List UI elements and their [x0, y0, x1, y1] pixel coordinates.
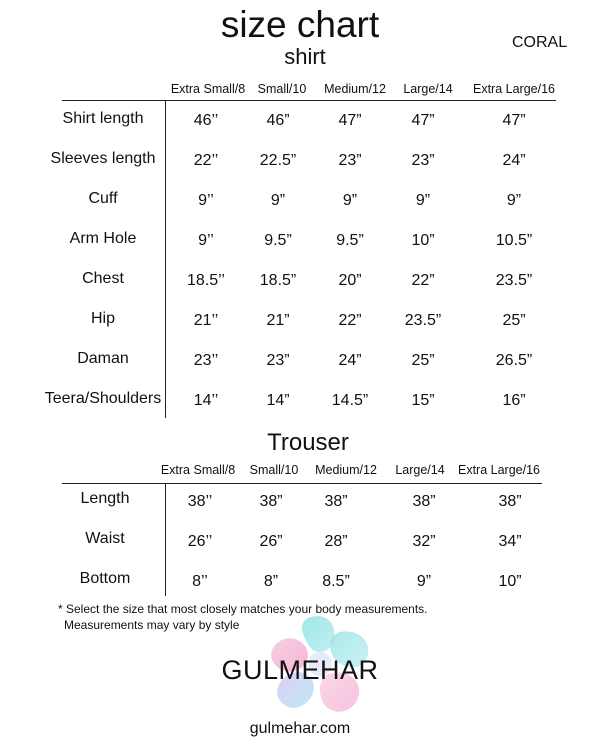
size-cell: 16”: [502, 392, 526, 409]
petal-top: [302, 616, 335, 652]
size-cell: 23”: [266, 352, 290, 369]
size-cell: 24”: [502, 152, 526, 169]
row-label: Bottom: [79, 570, 131, 587]
row-label: Waist: [85, 530, 125, 547]
size-cell: 9.5”: [264, 232, 292, 249]
page-title: size chart: [220, 4, 380, 45]
size-cell: 15”: [411, 392, 435, 409]
column-header: Extra Small/8: [170, 82, 246, 96]
size-cell: 10.5”: [495, 232, 533, 249]
footnote-line-2: Measurements may vary by style: [64, 618, 240, 632]
row-label: Shirt length: [62, 110, 144, 127]
row-label: Length: [80, 490, 130, 507]
size-cell: 22”: [338, 312, 362, 329]
header-divider: [62, 100, 556, 101]
trouser-title: Trouser: [267, 429, 349, 456]
size-cell: 23.5”: [404, 312, 442, 329]
size-cell: 22’’: [193, 152, 219, 169]
size-cell: 28”: [324, 533, 348, 550]
color-name: CORAL: [512, 34, 568, 51]
size-cell: 26’’: [187, 533, 213, 550]
size-cell: 9’’: [198, 232, 214, 249]
row-label: Arm Hole: [69, 230, 137, 247]
size-cell: 32”: [412, 533, 436, 550]
size-cell: 18.5”: [259, 272, 297, 289]
size-cell: 22”: [411, 272, 435, 289]
size-cell: 47”: [411, 112, 435, 129]
size-cell: 21”: [266, 312, 290, 329]
size-cell: 14’’: [193, 392, 219, 409]
column-header: Extra Large/16: [473, 82, 555, 96]
size-cell: 38”: [324, 493, 348, 510]
size-cell: 38”: [498, 493, 522, 510]
size-cell: 46’’: [193, 112, 219, 129]
size-cell: 25”: [411, 352, 435, 369]
column-header: Extra Small/8: [160, 463, 236, 477]
size-cell: 9”: [415, 192, 431, 209]
size-cell: 10”: [411, 232, 435, 249]
column-header: Medium/12: [315, 463, 377, 477]
size-cell: 21’’: [193, 312, 219, 329]
website-link[interactable]: gulmehar.com: [249, 720, 351, 737]
column-header: Medium/12: [324, 82, 386, 96]
size-cell: 38”: [412, 493, 436, 510]
size-cell: 8.5”: [322, 573, 350, 590]
size-cell: 24”: [338, 352, 362, 369]
size-cell: 47”: [338, 112, 362, 129]
size-cell: 10”: [498, 573, 522, 590]
row-label: Daman: [77, 350, 129, 367]
size-cell: 20”: [338, 272, 362, 289]
size-cell: 34”: [498, 533, 522, 550]
size-cell: 23”: [338, 152, 362, 169]
row-label: Cuff: [88, 190, 118, 207]
row-label: Teera/Shoulders: [44, 390, 162, 407]
size-cell: 38’’: [187, 493, 213, 510]
size-cell: 23”: [411, 152, 435, 169]
row-label: Sleeves length: [50, 150, 156, 167]
size-cell: 9.5”: [336, 232, 364, 249]
label-divider: [165, 100, 166, 418]
column-header: Small/10: [257, 82, 307, 96]
footnote-line-1: * Select the size that most closely matches your body measurements.: [58, 602, 428, 616]
row-label: Hip: [90, 310, 116, 327]
size-cell: 23.5”: [495, 272, 533, 289]
size-cell: 47”: [502, 112, 526, 129]
size-cell: 8’’: [192, 573, 208, 590]
size-cell: 9”: [342, 192, 358, 209]
size-cell: 18.5’’: [187, 272, 225, 289]
size-cell: 9”: [506, 192, 522, 209]
size-cell: 23’’: [193, 352, 219, 369]
size-cell: 14”: [266, 392, 290, 409]
size-cell: 26”: [259, 533, 283, 550]
size-cell: 9’’: [198, 192, 214, 209]
page-subtitle: shirt: [284, 44, 326, 69]
size-cell: 9”: [416, 573, 432, 590]
column-header: Small/10: [249, 463, 299, 477]
size-cell: 8”: [263, 573, 279, 590]
row-label: Chest: [82, 270, 124, 287]
size-cell: 14.5”: [331, 392, 369, 409]
size-cell: 25”: [502, 312, 526, 329]
size-cell: 46”: [266, 112, 290, 129]
size-cell: 9”: [270, 192, 286, 209]
label-divider: [165, 483, 166, 596]
size-cell: 22.5”: [259, 152, 297, 169]
size-cell: 26.5”: [495, 352, 533, 369]
column-header: Extra Large/16: [458, 463, 540, 477]
brand-name: GULMEHAR: [221, 655, 379, 685]
column-header: Large/14: [395, 463, 445, 477]
header-divider: [62, 483, 542, 484]
size-cell: 38”: [259, 493, 283, 510]
column-header: Large/14: [403, 82, 453, 96]
